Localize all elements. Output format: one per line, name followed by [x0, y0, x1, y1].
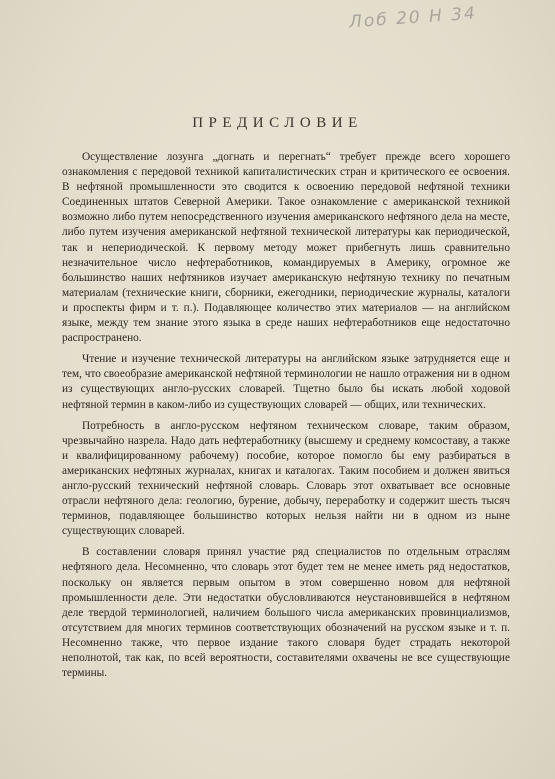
page-title: ПРЕДИСЛОВИЕ	[192, 115, 363, 131]
paragraph-3: Потребность в англо-русском нефтяном техническом словаре, таким образом, чрезвычайно назрела. Надо дать нефтеработнику (высшему и среднему комсоставу, а также и квалифицированному рабочему) пособие, которое помогло бы ему разбираться в американских нефтяных журналах, книгах и каталогах. Таким пособием и должен явиться англо-русский технический нефтяной словарь. Словарь этот охватывает все основные отрасли нефтяного дела: геологию, бурение, добычу, переработку и содержит шесть тысяч терминов, подавляющее большинство которых нельзя найти ни в одном из ныне существующих словарей.	[62, 419, 510, 538]
paragraph-4: В составлении словаря принял участие ряд специалистов по отдельным отраслям нефтяного дела. Несомненно, что словарь этот будет тем не менее иметь ряд недостатков, поскольку он является первым опытом в этом совершенно новом для нефтяной промышленности деле. Эти недостатки обусловливаются неустановившейся в нефтяном деле твердой терминологией, наличием большого числа американских провинциализмов, отсутствием для многих терминов соответствующих обозначений на русском языке и т. п. Несомненно также, что первое издание такого словаря будет страдать некоторой неполнотой, так как, по всей вероятности, составителями охвачены не все существующие термины.	[62, 546, 510, 680]
paragraph-2: Чтение и изучение технической литературы на английском языке затрудняется еще и тем, что своеобразие американской нефтяной терминологии не нашло отражения ни в одном из существующих англо-русских словарей. Тщетно было бы искать любой ходовой нефтяной термин в каком-либо из существующих словарей — общих, или технических.	[62, 353, 510, 411]
preface-body	[62, 150, 510, 687]
paragraph-1: Осуществление лозунга „догнать и перегнать“ требует прежде всего хорошего ознакомления с передовой техникой капиталистических стран и критического ее освоения. В нефтяной промышленности это сводится к освоению передовой нефтяной техники Соединенных штатов Северной Америки. Такое ознакомление с американской техникой возможно либо путем непосредственного изучения американского нефтяного дела на месте, либо путем изучения американской нефтяной технической литературы как периодической, так и непериодической. К первому методу может прибегнуть лишь сравнительно незначительное число нефтеработников, командируемых в Америку, огромное же большинство наших нефтяников изучает американскую нефтяную технику по печатным материалам (технические книги, сборники, ежегодники, периодические журналы, каталоги и проспекты фирм и т. п.). Подавляющее количество этих материалов — на английском языке, между тем знание этого языка в среде наших нефтеработников еще недостаточно распространено.	[62, 151, 510, 345]
handwritten-note: Лоб 20 Н 34	[348, 3, 478, 33]
